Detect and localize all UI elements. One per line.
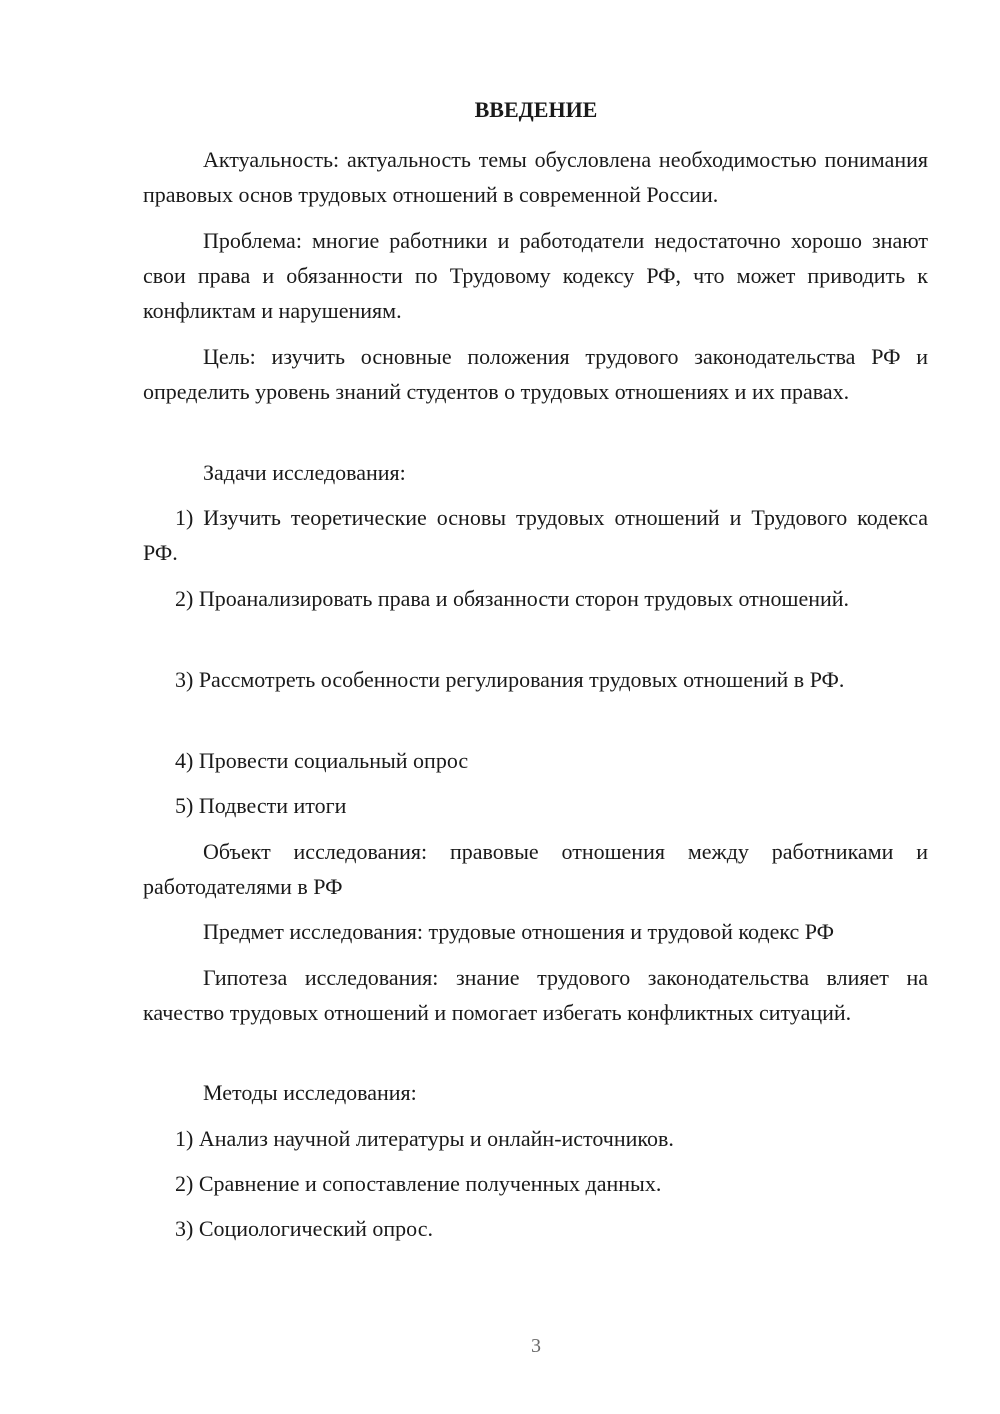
subject-paragraph: Предмет исследования: трудовые отношения и трудовой кодекс РФ: [203, 919, 834, 944]
task-item: 3) Рассмотреть особенности регулирования трудовых отношений в РФ.: [175, 667, 845, 692]
task-item: 4) Провести социальный опрос: [175, 748, 469, 773]
method-item: 1) Анализ научной литературы и онлайн-источников.: [175, 1126, 674, 1151]
task-item: 2) Проанализировать права и обязанности сторон трудовых отношений.: [175, 586, 850, 611]
page-title: ВВЕДЕНИЕ: [474, 97, 598, 122]
tasks-heading: Задачи исследования:: [203, 460, 406, 485]
page-number: 3: [531, 1335, 541, 1357]
goal-paragraph: Цель: изучить основные положения трудового законодательства РФ и определить уровень знаний студентов о трудовых отношениях и их правах.: [143, 344, 928, 404]
problem-paragraph: Проблема: многие работники и работодатели недостаточно хорошо знают свои права и обязанности по Трудовому кодексу РФ, что может приводить к конфликтам и нарушениям.: [143, 228, 928, 323]
hypothesis-paragraph: Гипотеза исследования: знание трудового законодательства влияет на качество трудовых отношений и помогает избегать конфликтных ситуаций.: [143, 965, 928, 1025]
relevance-paragraph: Актуальность: актуальность темы обусловлена необходимостью понимания правовых основ трудовых отношений в современной России.: [143, 147, 928, 207]
method-item: 3) Социологический опрос.: [175, 1216, 433, 1241]
method-item: 2) Сравнение и сопоставление полученных данных.: [175, 1171, 662, 1196]
task-item: 1) Изучить теоретические основы трудовых отношений и Трудового кодекса РФ.: [143, 505, 928, 565]
task-item: 5) Подвести итоги: [175, 793, 347, 818]
object-paragraph: Объект исследования: правовые отношения между работниками и работодателями в РФ: [143, 839, 928, 899]
methods-heading: Методы исследования:: [203, 1080, 417, 1105]
